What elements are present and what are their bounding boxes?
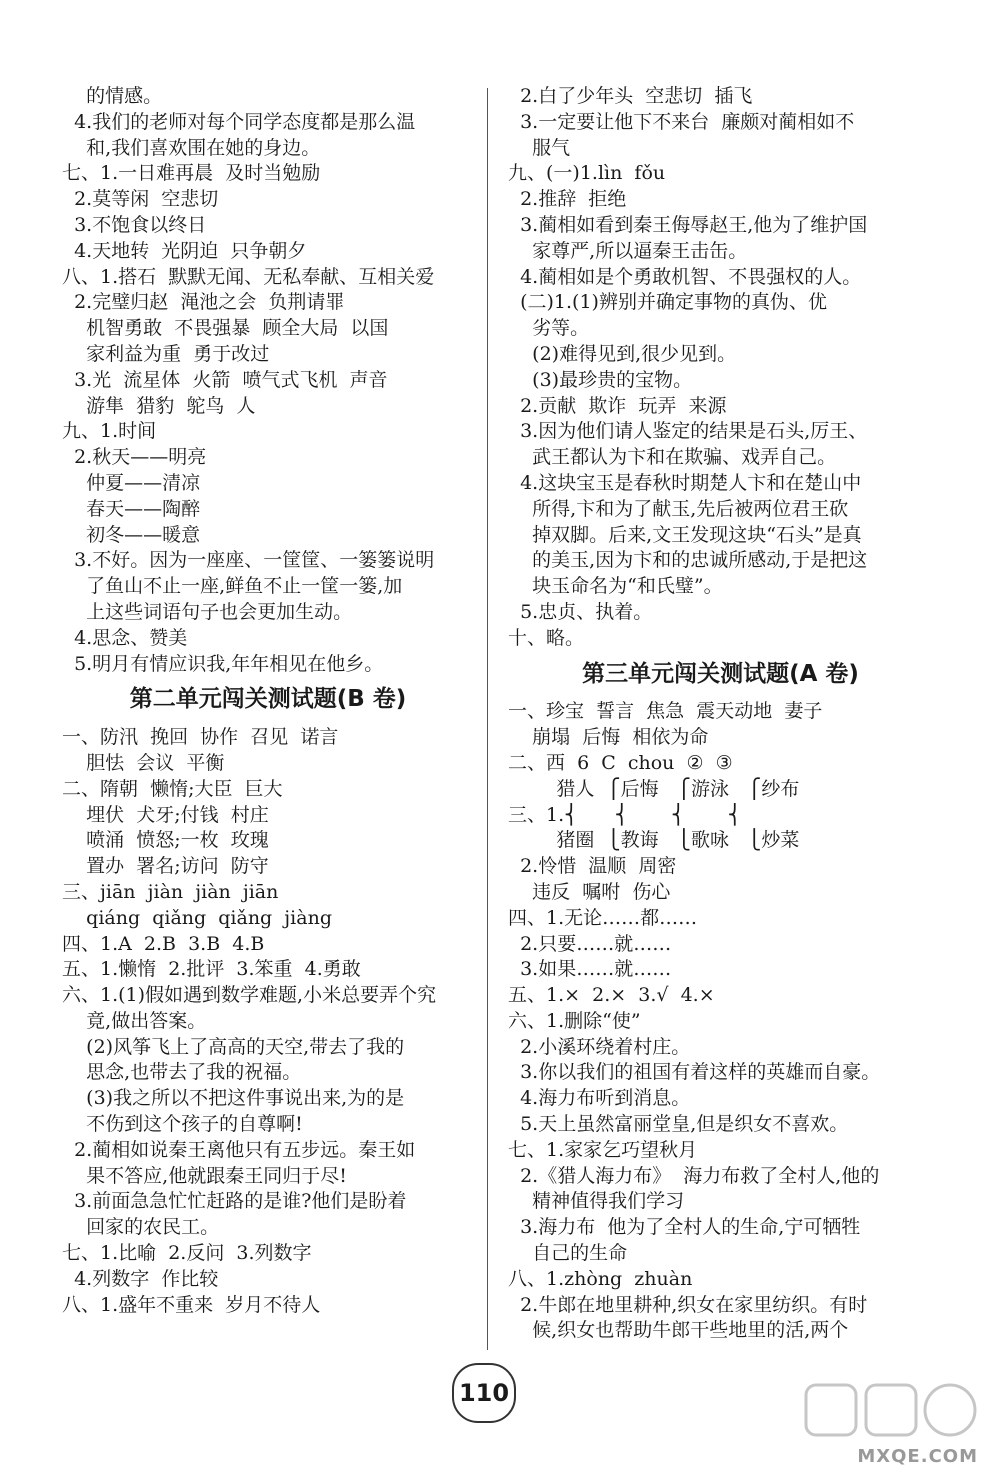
answer-line: 所得,卞和为了献玉,先后被两位君王砍 (508, 497, 849, 520)
answer-line: 候,织女也帮助牛郎干些地里的活,两个 (508, 1319, 849, 1342)
answer-line: 置办 署名;访问 防守 (62, 855, 269, 878)
answer-line: 机智勇敢 不畏强暴 顾全大局 以国 (62, 317, 389, 340)
answer-line: 游隼 猎豹 鸵鸟 人 (62, 394, 256, 417)
answer-line: 3.不饱食以终日 (62, 213, 207, 236)
answer-line: 四、1.A 2.B 3.B 4.B (62, 932, 265, 955)
answer-line: 4.海力布听到消息。 (508, 1087, 691, 1110)
answer-line: 七、1.家家乞巧望秋月 (508, 1138, 698, 1161)
answer-line: 仲夏——清凉 (62, 471, 201, 494)
answer-line: 家利益为重 勇于改过 (62, 342, 270, 365)
answer-line: 2.莫等闲 空悲切 (62, 188, 219, 211)
answer-line: 猪圈 ⎩教诲 ⎩歌咏 ⎩炒菜 (508, 829, 800, 852)
answer-line: 九、(一)1.lìn fǒu (508, 162, 666, 185)
unit2-b-heading: 第二单元闯关测试题(B 卷) (129, 686, 407, 713)
answer-line: 一、防汛 挽回 协作 召见 诺言 (62, 726, 339, 749)
answer-line: 3.因为他们请人鉴定的结果是石头,厉王、 (508, 420, 868, 443)
answer-line: 4.我们的老师对每个同学态度都是那么温 (62, 110, 416, 133)
right-column (508, 84, 933, 1344)
answer-line: 猎人 ⎧后悔 ⎧游泳 ⎧纱布 (508, 777, 800, 800)
answer-line: 八、1.搭石 默默无闻、无私奉献、互相关爱 (62, 265, 435, 288)
answer-line: 喷涌 愤怒;一枚 玫瑰 (62, 829, 269, 852)
answer-line: 的美玉,因为卞和的忠诚所感动,于是把这 (508, 549, 868, 572)
answer-line: 了鱼山不止一座,鲜鱼不止一筐一篓,加 (62, 575, 403, 598)
answer-line: 2.《猎人海力布》 海力布救了全村人,他的 (508, 1164, 880, 1187)
answer-line: 3.你以我们的祖国有着这样的英雄而自豪。 (508, 1061, 881, 1084)
answer-line: 三、1.⎨ ⎨ ⎨ ⎨ (508, 803, 742, 826)
answer-line: 2.白了少年头 空悲切 插飞 (508, 85, 753, 107)
answer-line: 3.一定要让他下不来台 廉颇对蔺相如不 (508, 110, 855, 133)
answer-line: 块玉命名为“和氏璧”。 (508, 575, 723, 598)
answer-line: 5.明月有情应识我,年年相见在他乡。 (62, 652, 384, 675)
answer-line: 八、1.盛年不重来 岁月不待人 (62, 1293, 321, 1316)
answer-line: 七、1.一日难再晨 及时当勉励 (62, 162, 321, 185)
answer-line: (3)最珍贵的宝物。 (508, 368, 693, 391)
answer-line: 劣等。 (508, 317, 590, 340)
answer-line: 武王都认为卞和在欺骗、戏弄自己。 (508, 446, 837, 469)
answer-line: qiáng qiǎng qiǎng jiàng (62, 906, 332, 929)
answer-line: 五、1.懒惰 2.批评 3.笨重 4.勇敢 (62, 958, 361, 981)
answer-line: 思念,也带去了我的祝福。 (62, 1061, 302, 1084)
right-answer-lines (508, 84, 933, 652)
answer-line: 九、1.时间 (62, 420, 157, 443)
left-answer-lines (62, 84, 474, 677)
answer-line: 四、1.无论……都…… (508, 906, 698, 929)
answer-line: 3.不好。因为一座座、一筐筐、一篓篓说明 (62, 549, 435, 572)
answer-line: 上这些词语句子也会更加生动。 (62, 600, 353, 623)
answer-line: 2.秋天——明亮 (62, 446, 207, 469)
left-column (62, 84, 474, 1318)
answer-line: 2.只要……就…… (508, 932, 672, 955)
answer-line: 3.如果……就…… (508, 958, 672, 981)
answer-line: (2)风筝飞上了高高的天空,带去了我的 (62, 1035, 405, 1058)
page-number: 110 (452, 1363, 516, 1423)
answer-line: 3.蔺相如看到秦王侮辱赵王,他为了维护国 (508, 213, 868, 236)
answer-line: 5.天上虽然富丽堂皇,但是织女不喜欢。 (508, 1113, 849, 1136)
answer-line: 不伤到这个孩子的自尊啊! (62, 1113, 303, 1136)
answer-line: 二、西 6 C chou ② ③ (508, 751, 733, 774)
answer-line: 2.完璧归赵 渑池之会 负荆请罪 (62, 291, 345, 314)
right-answer-lines-2 (508, 699, 933, 1344)
answer-line: 十、略。 (508, 626, 585, 649)
left-answer-lines-2 (62, 725, 474, 1318)
answer-line: 4.列数字 作比较 (62, 1267, 219, 1290)
answer-line: 果不答应,他就跟秦王同归于尽! (62, 1164, 347, 1187)
answer-line: 4.思念、赞美 (62, 626, 188, 649)
answer-line: 初冬——暖意 (62, 523, 201, 546)
answer-line: 六、1.删除“使” (508, 1009, 641, 1032)
answer-line: 自己的生命 (508, 1242, 628, 1265)
answer-line: 六、1.(1)假如遇到数学难题,小米总要弄个究 (62, 984, 437, 1007)
answer-line: 2.贡献 欺诈 玩弄 来源 (508, 394, 727, 417)
answer-line: 2.牛郎在地里耕种,织女在家里纺织。有时 (508, 1293, 868, 1316)
answer-line: 服气 (508, 136, 571, 159)
answer-line: 掉双脚。后来,文王发现这块“石头”是真 (508, 523, 862, 546)
answer-line: 八、1.zhòng zhuàn (508, 1267, 693, 1290)
answer-line: 精神值得我们学习 (508, 1190, 685, 1213)
answer-line: 2.怜惜 温顺 周密 (508, 855, 677, 878)
answer-line: (二)1.(1)辨别并确定事物的真伪、优 (508, 291, 827, 314)
column-divider (487, 88, 488, 1350)
answer-line: 竟,做出答案。 (62, 1009, 207, 1032)
answer-line: 3.前面急急忙忙赶路的是谁?他们是盼着 (62, 1190, 407, 1213)
answer-line: 春天——陶醉 (62, 497, 201, 520)
answer-line: 4.天地转 光阴迫 只争朝夕 (62, 239, 307, 262)
answer-line: (3)我之所以不把这件事说出来,为的是 (62, 1087, 405, 1110)
answer-line: 三、jiān jiàn jiàn jiān (62, 880, 279, 903)
answer-line: 一、珍宝 誓言 焦急 震天动地 妻子 (508, 700, 823, 723)
answer-line: 3.光 流星体 火箭 喷气式飞机 声音 (62, 368, 388, 391)
unit3-a-heading: 第三单元闯关测试题(A 卷) (582, 660, 859, 687)
answer-line: 的情感。 (62, 85, 163, 107)
answer-line: 埋伏 犬牙;付钱 村庄 (62, 803, 269, 826)
answer-line: 家尊严,所以逼秦王击缶。 (508, 239, 748, 262)
answer-line: 4.这块宝玉是春秋时期楚人卞和在楚山中 (508, 471, 862, 494)
answer-line: 3.海力布 他为了全村人的生命,宁可牺牲 (508, 1216, 861, 1239)
answer-line: 2.蔺相如说秦王离他只有五步远。秦王如 (62, 1138, 416, 1161)
answer-line: 五、1.× 2.× 3.√ 4.× (508, 984, 715, 1007)
answer-line: 崩塌 后悔 相依为命 (508, 726, 709, 749)
watermark-url: MXQE.COM (857, 1446, 978, 1467)
answer-line: (2)难得见到,很少见到。 (508, 342, 737, 365)
answer-line: 违反 嘱咐 伤心 (508, 880, 671, 903)
answer-line: 二、隋朝 懒惰;大臣 巨大 (62, 777, 283, 800)
answer-line: 2.小溪环绕着村庄。 (508, 1035, 691, 1058)
answer-line: 5.忠贞、执着。 (508, 600, 653, 623)
answer-line: 回家的农民工。 (62, 1216, 220, 1239)
answer-line: 七、1.比喻 2.反问 3.列数字 (62, 1242, 312, 1265)
answer-line: 2.推辞 拒绝 (508, 188, 627, 211)
answer-line: 和,我们喜欢围在她的身边。 (62, 136, 321, 159)
answer-line: 4.蔺相如是个勇敢机智、不畏强权的人。 (508, 265, 862, 288)
answer-line: 胆怯 会议 平衡 (62, 751, 225, 774)
